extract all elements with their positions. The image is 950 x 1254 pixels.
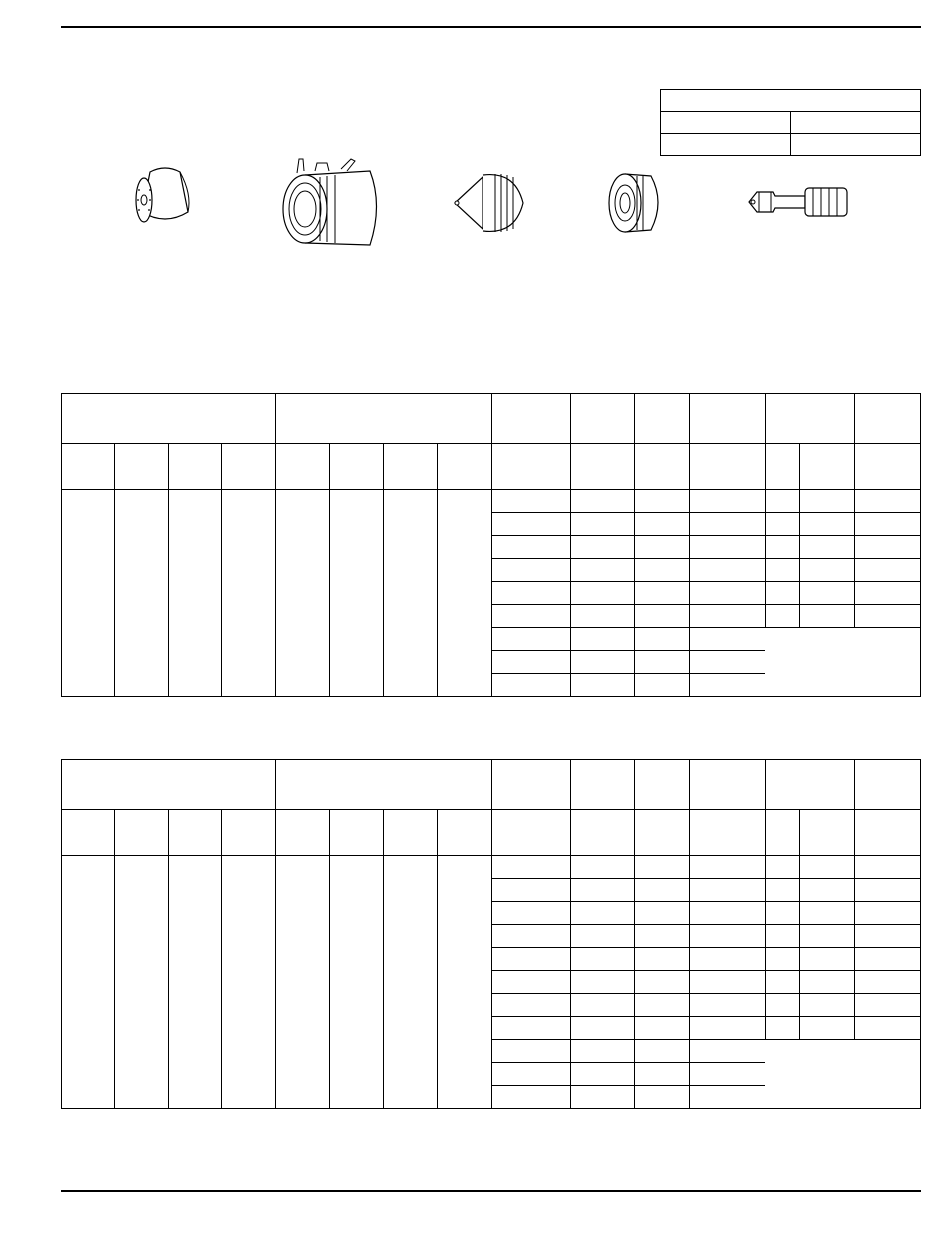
bottom-rule [61,1190,921,1192]
electrode-icon [745,180,855,225]
legend-table [660,89,922,157]
cut-chart-table-2 [60,759,922,1113]
top-rule [61,26,921,28]
retaining-cap-icon [275,155,385,255]
swirl-ring-icon [603,170,668,235]
cut-chart-table-1 [60,393,922,723]
shield-icon [130,160,200,240]
nozzle-icon [445,165,530,240]
